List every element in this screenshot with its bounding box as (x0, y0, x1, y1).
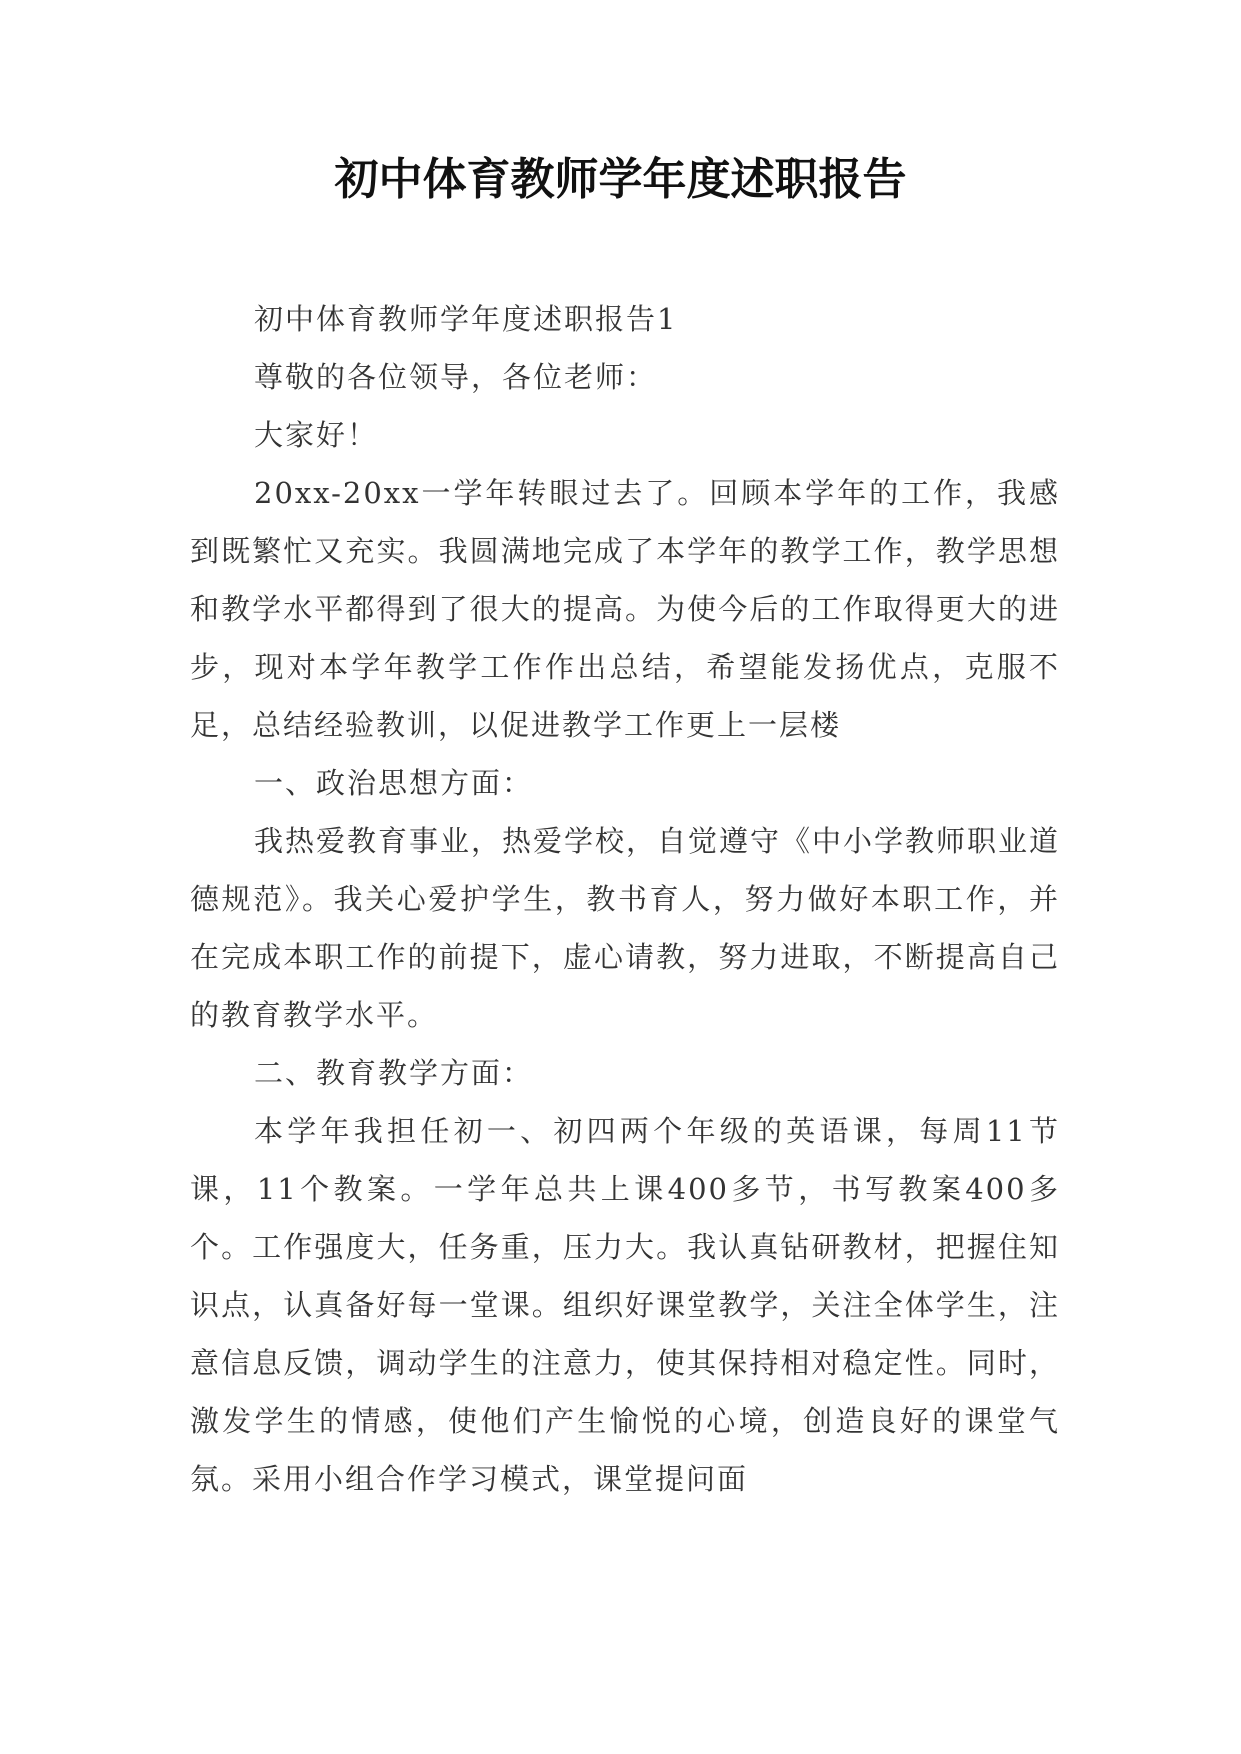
document-body (190, 290, 1060, 1508)
political-paragraph: 我热爱教育事业，热爱学校，自觉遵守《中小学教师职业道德规范》。我关心爱护学生，教书育人，努力做好本职工作，并在完成本职工作的前提下，虚心请教，努力进取，不断提高自己的教育教学水平。 (190, 824, 1061, 1032)
section-heading-political: 一、政治思想方面： (254, 766, 534, 800)
intro-paragraph: 20xx-20xx一学年转眼过去了。回顾本学年的工作，我感到既繁忙又充实。我圆满地完成了本学年的教学工作，教学思想和教学水平都得到了很大的提高。为使今后的工作取得更大的进步，现对本学年教学工作作出总结，希望能发扬优点，克服不足，总结经验教训，以促进教学工作更上一层楼 (190, 476, 1060, 742)
greeting: 大家好！ (254, 418, 379, 452)
teaching-paragraph: 本学年我担任初一、初四两个年级的英语课，每周11节课，11个教案。一学年总共上课400多节，书写教案400多个。工作强度大，任务重，压力大。我认真钻研教材，把握住知识点，认真备好每一堂课。组织好课堂教学，关注全体学生，注意信息反馈，调动学生的注意力，使其保持相对稳定性。同时，激发学生的情感，使他们产生愉悦的心境，创造良好的课堂气氛。采用小组合作学习模式，课堂提问面 (190, 1114, 1060, 1496)
document-title: 初中体育教师学年度述职报告 (334, 154, 907, 205)
section-heading-teaching: 二、教育教学方面： (254, 1056, 534, 1090)
report-subtitle: 初中体育教师学年度述职报告1 (254, 302, 678, 336)
salutation: 尊敬的各位领导，各位老师： (254, 360, 658, 394)
